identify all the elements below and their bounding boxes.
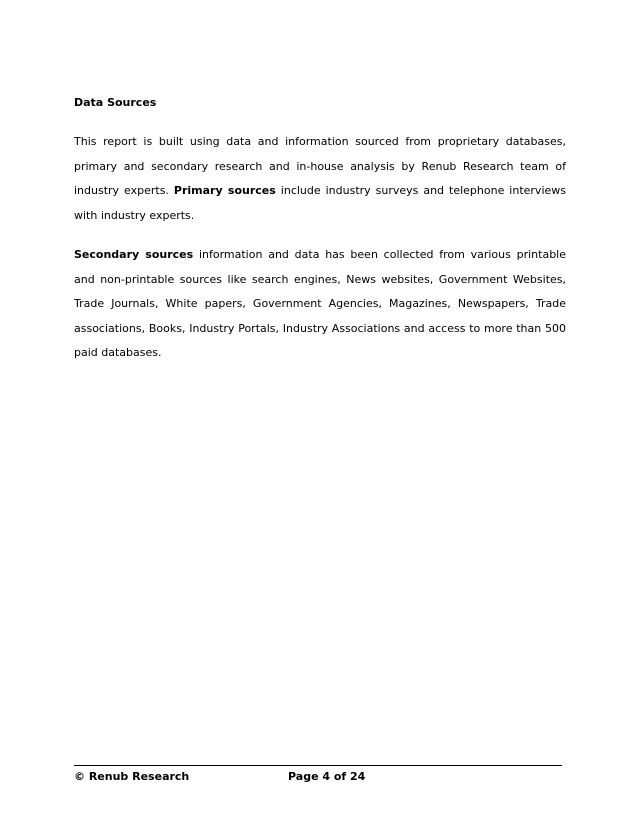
page-content: [74, 96, 566, 381]
paragraph-intro-text: This report is built using data and information sourced from proprietary databases, primary and secondary research and in-house analysis by Renub Research team of industry experts.: [74, 135, 566, 197]
paragraph-intro-tail: include industry surveys and telephone interviews with industry experts.: [74, 184, 566, 222]
footer-divider: [74, 765, 562, 766]
footer-copyright: © Renub Research: [74, 770, 190, 783]
footer-page-number: Page 4 of 24: [288, 770, 366, 783]
paragraph-secondary-text: information and data has been collected from various printable and non-printable sources like search engines, News websites, Government Websites, Trade Journals, White papers, Government Agencies, Magazines, Newspapers, Trade associations, Books, Industry Portals, Industry Associations and access to more than 500 paid databases.: [74, 248, 567, 359]
secondary-sources-bold: Secondary sources: [74, 248, 194, 261]
primary-sources-bold: Primary sources: [173, 184, 276, 197]
page-footer: [74, 769, 562, 785]
paragraph-secondary: [74, 243, 566, 366]
section-title: Data Sources: [74, 96, 157, 109]
paragraph-intro: [74, 130, 566, 228]
